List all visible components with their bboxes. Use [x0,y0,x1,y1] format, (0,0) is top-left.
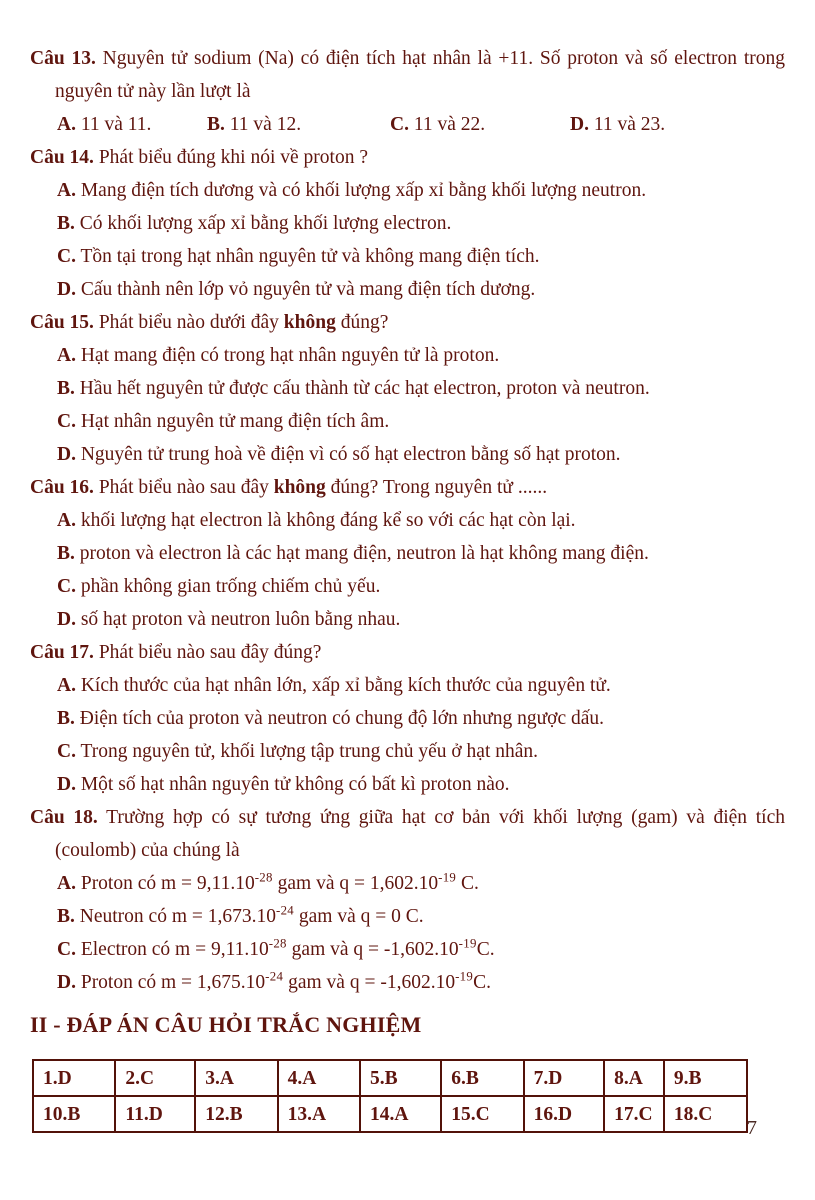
option-letter: D. [57,774,76,795]
option-text: khối lượng hạt electron là không đáng kể so với các hạt còn lại. [80,510,576,531]
question [30,801,785,999]
answer-cell: 4.A [278,1060,360,1096]
answer-option [30,570,785,603]
option-letter: A. [57,675,76,696]
answer-cell: 15.C [441,1096,523,1132]
question-text: Phát biểu nào dưới đây không đúng? [98,312,389,333]
answer-option [30,207,785,240]
question-label: Câu 14. [30,147,94,168]
answers-section-heading: II - ĐÁP ÁN CÂU HỎI TRẮC NGHIỆM [30,1012,422,1037]
answer-option [30,240,785,273]
option-letter: D. [570,114,589,135]
option-text: Proton có $m = 9,11.10^{-28}$ gam và $q = 1,602.10^{-19}$ C. [80,870,479,894]
answer-option [30,372,785,405]
option-letter: D. [57,279,76,300]
option-letter: D. [57,972,76,993]
option-letter: B. [57,543,75,564]
question-list [30,42,785,999]
answer-option [30,768,785,801]
answer-option [30,603,785,636]
answer-cell: 6.B [441,1060,523,1096]
option-letter: B. [57,213,75,234]
answer-cell: 16.D [524,1096,605,1132]
option-text: Mang điện tích dương và có khối lượng xấp xỉ bằng khối lượng neutron. [80,180,647,201]
options [30,108,785,141]
answer-option [30,900,785,933]
question [30,42,785,141]
option-letter: C. [57,576,76,597]
option-letter: C. [57,246,76,267]
option-text: Kích thước của hạt nhân lớn, xấp xỉ bằng kích thước của nguyên tử. [80,675,611,696]
option-text: Hạt mang điện có trong hạt nhân nguyên tử là proton. [80,345,500,366]
option-letter: C. [390,114,409,135]
question-text: Phát biểu nào sau đây đúng? [98,642,322,663]
answer-cell: 13.A [278,1096,360,1132]
option-text: Hầu hết nguyên tử được cấu thành từ các hạt electron, proton và neutron. [79,378,650,399]
option-letter: C. [57,411,76,432]
answer-option [30,933,785,966]
answer-cell: 8.A [604,1060,664,1096]
option-text: Hạt nhân nguyên tử mang điện tích âm. [80,411,390,432]
answer-key-table [32,1059,748,1133]
option-letter: C. [57,741,76,762]
answer-cell: 3.A [195,1060,277,1096]
answer-cell: 14.A [360,1096,441,1132]
answer-option [390,108,570,141]
answer-cell: 1.D [33,1060,115,1096]
option-letter: A. [57,114,76,135]
option-letter: A. [57,510,76,531]
answer-option [30,537,785,570]
answer-option [30,174,785,207]
option-text: Proton có $m = 1,675.10^{-24}$ gam và $q = -1,602.10^{-19}C$. [80,969,491,993]
answer-cell: 11.D [115,1096,195,1132]
option-text: Electron có $m = 9,11.10^{-28}$ gam và $q = -1,602.10^{-19}C$. [80,936,495,960]
question-text: Phát biểu đúng khi nói về proton ? [98,147,368,168]
question-label: Câu 18. [30,807,98,828]
answer-cell: 17.C [604,1096,664,1132]
option-text: 11 và 23. [593,114,666,135]
option-text: 11 và 12. [229,114,302,135]
answer-option [30,735,785,768]
option-text: Một số hạt nhân nguyên tử không có bất kì proton nào. [80,774,510,795]
option-letter: A. [57,873,76,894]
options [30,339,785,471]
answer-option [30,702,785,735]
option-letter: D. [57,444,76,465]
option-text: Tồn tại trong hạt nhân nguyên tử và không mang điện tích. [80,246,540,267]
option-letter: B. [57,378,75,399]
answer-table-row [33,1060,747,1096]
question-text: Nguyên tử sodium (Na) có điện tích hạt nhân là +11. Số proton và số electron trong nguyên tử này lần lượt là [55,48,785,102]
question-label: Câu 15. [30,312,94,333]
option-text: Nguyên tử trung hoà về điện vì có số hạt electron bằng số hạt proton. [80,444,621,465]
answer-cell: 9.B [664,1060,747,1096]
option-text: Trong nguyên tử, khối lượng tập trung chủ yếu ở hạt nhân. [80,741,539,762]
option-text: proton và electron là các hạt mang điện, neutron là hạt không mang điện. [79,543,649,564]
option-text: số hạt proton và neutron luôn bằng nhau. [80,609,401,630]
option-letter: A. [57,180,76,201]
question [30,636,785,801]
answer-cell: 10.B [33,1096,115,1132]
option-letter: A. [57,345,76,366]
options [30,867,785,999]
page-number: 7 [746,1117,757,1139]
question [30,141,785,306]
answer-table-row [33,1096,747,1132]
answer-cell: 12.B [195,1096,277,1132]
question-text: Phát biểu nào sau đây không đúng? Trong nguyên tử ...... [98,477,548,498]
option-text: Neutron có $m = 1,673.10^{-24}$ gam và q = 0 C. [79,903,424,927]
options [30,174,785,306]
question [30,306,785,471]
answer-option [570,108,665,141]
answer-cell: 2.C [115,1060,195,1096]
answer-cell: 18.C [664,1096,747,1132]
question-label: Câu 17. [30,642,94,663]
answer-option [30,669,785,702]
option-text: Cấu thành nên lớp vỏ nguyên tử và mang điện tích dương. [80,279,536,300]
answer-cell: 7.D [524,1060,605,1096]
question [30,471,785,636]
answer-option [30,438,785,471]
option-text: Có khối lượng xấp xỉ bằng khối lượng electron. [79,213,452,234]
option-text: 11 và 22. [413,114,486,135]
answer-option [30,339,785,372]
answer-option [30,405,785,438]
answer-option [30,867,785,900]
answer-cell: 5.B [360,1060,441,1096]
answer-option [57,108,207,141]
option-letter: B. [207,114,225,135]
option-letter: B. [57,906,75,927]
option-letter: C. [57,939,76,960]
option-text: 11 và 11. [80,114,152,135]
answer-option [30,504,785,537]
option-text: phần không gian trống chiếm chủ yếu. [80,576,381,597]
answer-option [207,108,390,141]
option-text: Điện tích của proton và neutron có chung độ lớn nhưng ngược dấu. [79,708,605,729]
options [30,504,785,636]
question-label: Câu 16. [30,477,94,498]
question-text: Trường hợp có sự tương ứng giữa hạt cơ bản với khối lượng (gam) và điện tích (coulomb) của chúng là [55,807,786,861]
options [30,669,785,801]
answer-option [30,966,785,999]
question-label: Câu 13. [30,48,96,69]
answer-option [30,273,785,306]
option-letter: B. [57,708,75,729]
option-letter: D. [57,609,76,630]
